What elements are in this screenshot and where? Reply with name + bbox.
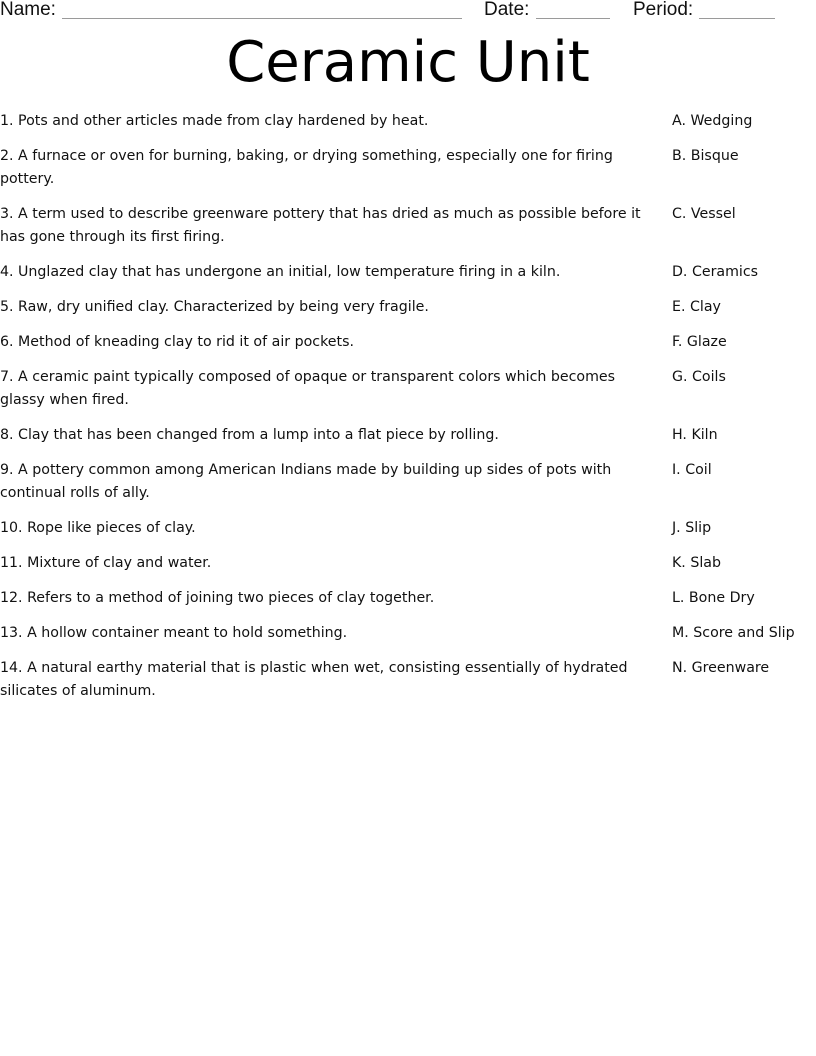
worksheet-header [0,0,816,24]
name-label: Name: [0,0,56,20]
clue-text: 2. A furnace or oven for burning, baking, or drying something, especially one for firing pottery. [0,148,613,187]
matching-row [0,657,816,703]
clue-text: 5. Raw, dry unified clay. Characterized by being very fragile. [0,299,429,315]
answer-option: L. Bone Dry [672,590,755,606]
matching-row [0,145,816,191]
page-title: Ceramic Unit [226,30,590,95]
answer-option: M. Score and Slip [672,625,795,641]
clue-text: 11. Mixture of clay and water. [0,555,212,571]
answer-option: F. Glaze [672,334,727,350]
clue-text: 9. A pottery common among American Indians made by building up sides of pots with continual rolls of ally. [0,462,612,501]
answer-option: H. Kiln [672,427,718,443]
matching-row [0,203,816,249]
matching-row [0,366,816,412]
clue-text: 13. A hollow container meant to hold something. [0,625,348,641]
matching-row [0,552,816,575]
answer-option: J. Slip [672,520,712,536]
answer-option: G. Coils [672,369,726,385]
clue-text: 12. Refers to a method of joining two pieces of clay together. [0,590,435,606]
clue-text: 4. Unglazed clay that has undergone an initial, low temperature firing in a kiln. [0,264,561,280]
matching-row [0,424,816,447]
matching-row [0,587,816,610]
matching-row [0,296,816,319]
matching-row [0,459,816,505]
clue-text: 6. Method of kneading clay to rid it of air pockets. [0,334,354,350]
answer-option: B. Bisque [672,148,739,164]
answer-option: K. Slab [672,555,721,571]
answer-option: D. Ceramics [672,264,759,280]
answer-option: A. Wedging [672,113,753,129]
answer-option: E. Clay [672,299,721,315]
matching-row [0,622,816,645]
clue-text: 8. Clay that has been changed from a lump into a flat piece by rolling. [0,427,499,443]
matching-row [0,261,816,284]
matching-row [0,110,816,133]
clue-text: 14. A natural earthy material that is plastic when wet, consisting essentially of hydrated silicates of aluminum. [0,660,628,699]
matching-list [0,110,816,715]
answer-option: N. Greenware [672,660,770,676]
name-blank-line[interactable] [62,18,462,19]
date-blank-line[interactable] [536,18,610,19]
period-blank-line[interactable] [699,18,775,19]
period-label: Period: [633,0,694,20]
answer-option: C. Vessel [672,206,736,222]
clue-text: 1. Pots and other articles made from clay hardened by heat. [0,113,429,129]
clue-text: 3. A term used to describe greenware pottery that has dried as much as possible before it has gone through its first firing. [0,206,641,245]
date-label: Date: [484,0,530,20]
answer-option: I. Coil [672,462,712,478]
clue-text: 7. A ceramic paint typically composed of opaque or transparent colors which becomes glassy when fired. [0,369,616,408]
matching-row [0,331,816,354]
clue-text: 10. Rope like pieces of clay. [0,520,196,536]
matching-row [0,517,816,540]
